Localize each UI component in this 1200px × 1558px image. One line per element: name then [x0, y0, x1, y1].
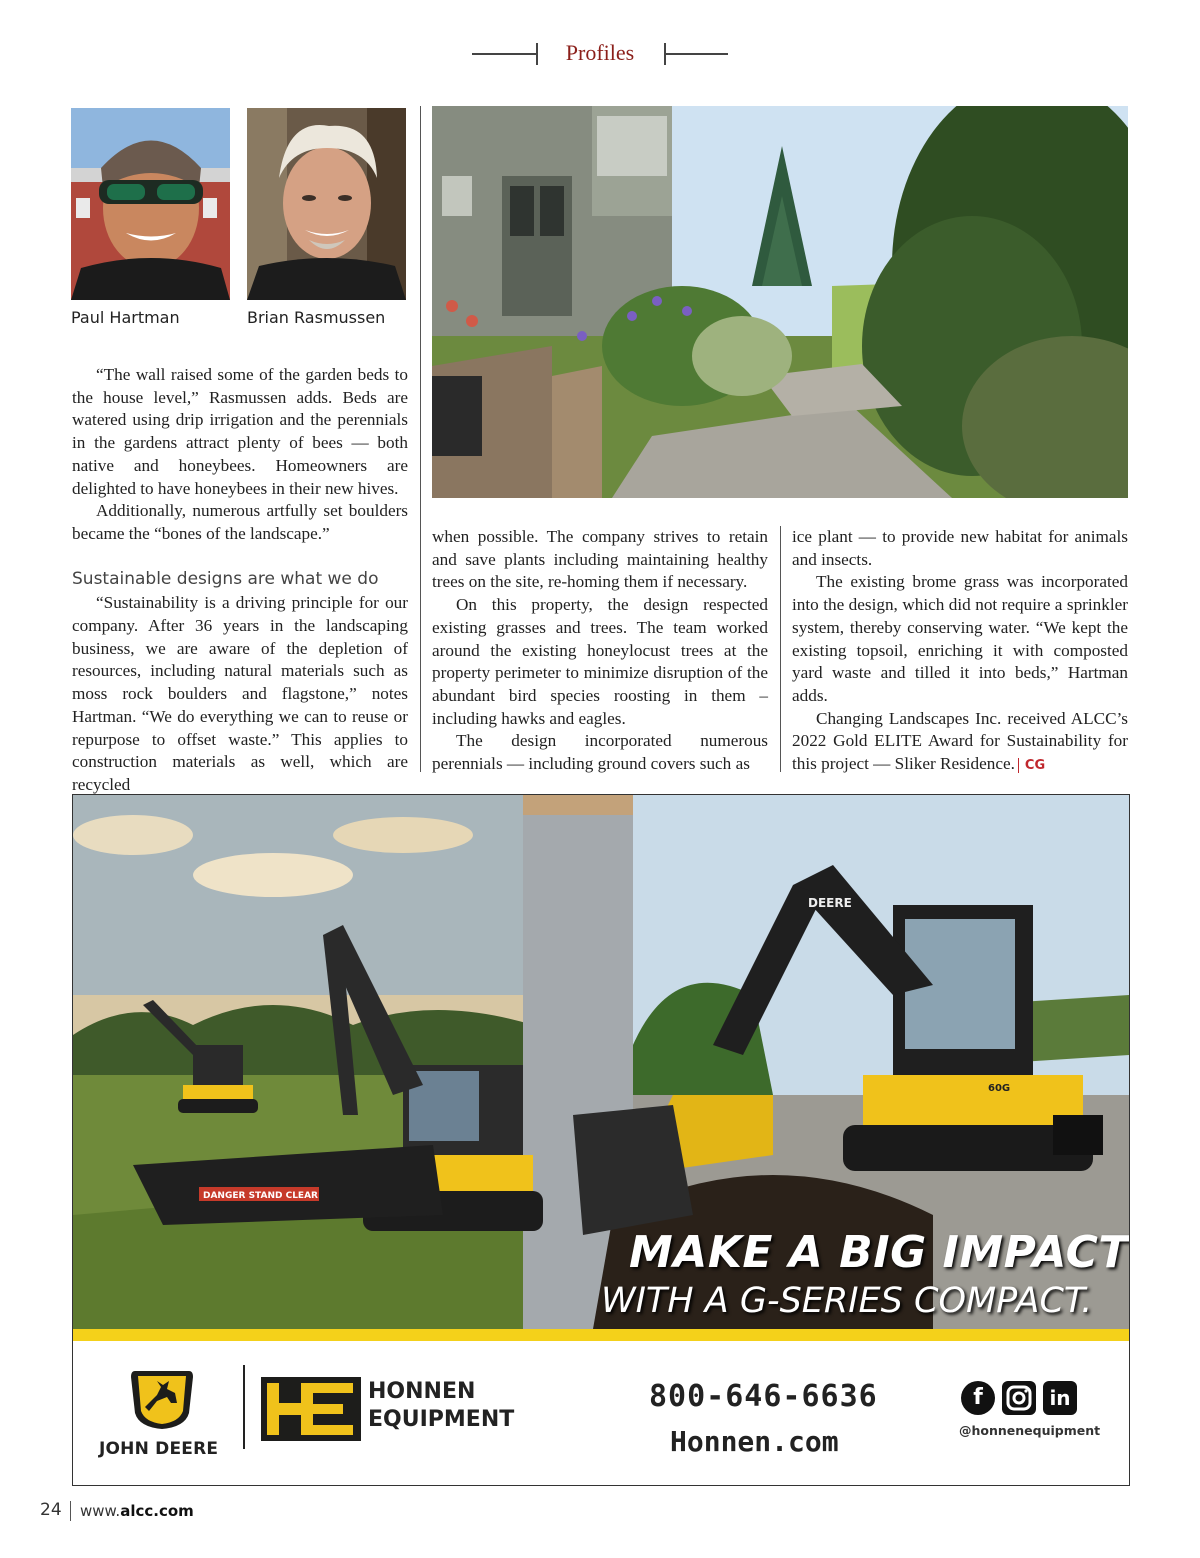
honnen-logo-icon	[261, 1377, 361, 1441]
garden-photo	[432, 106, 1128, 498]
section-title: Profiles	[565, 40, 635, 65]
facebook-icon[interactable]: f	[961, 1381, 995, 1415]
social-handle[interactable]: @honnenequipment	[959, 1423, 1101, 1438]
column-divider-2	[780, 526, 781, 772]
footer-separator	[70, 1501, 71, 1521]
page-number: 24	[40, 1500, 62, 1520]
portrait-paul-hartman	[71, 108, 230, 300]
caption-brian-rasmussen: Brian Rasmussen	[247, 308, 386, 327]
article-subheading: Sustainable designs are what we do	[72, 568, 379, 589]
column-divider-1	[420, 106, 421, 772]
footer-site-domain: alcc.com	[120, 1502, 194, 1520]
honnen-wordmark-line-2: EQUIPMENT	[368, 1407, 515, 1432]
header-rule-right	[664, 53, 728, 55]
honnen-wordmark-line-1: HONNEN	[368, 1379, 476, 1404]
article-paragraph: “Sustainability is a driving principle for our company. After 36 years in the landscaping business, we are aware of the depletion of resources, including natural materials such as moss rock boulders and flagstone,” notes Hartman. “We do everything we can to reuse or repurpose to offset waste.” This applies to construction materials as well, which are recycled	[72, 593, 408, 794]
ad-website-link[interactable]: Honnen.com	[670, 1425, 839, 1458]
instagram-icon[interactable]	[1002, 1381, 1036, 1415]
article-paragraph: when possible. The company strives to retain and save plants including maintaining healthy trees on the site, re-homing them if necessary.	[432, 527, 768, 592]
article-paragraph: The design incorporated numerous perennials — including ground covers such as	[432, 731, 768, 774]
article-paragraph: “The wall raised some of the garden beds to the house level,” Rasmussen adds. Beds are watered using drip irrigation and the perennials in the gardens attract plenty of bees — both native and honeybees. Homeowners are delighted to have honeybees in their new hives.	[72, 365, 408, 498]
article-column-1	[72, 364, 408, 797]
header-rule-left	[472, 53, 536, 55]
ad-yellow-band	[73, 1329, 1129, 1341]
article-paragraph: The existing brome grass was incorporated into the design, which did not require a sprinkler system, thereby conserving water. “We kept the existing topsoil, enriching it with composted yard waste and tilled it into beds,” Hartman adds.	[792, 572, 1128, 705]
footer-website-link[interactable]	[80, 1502, 194, 1520]
john-deere-wordmark: JOHN DEERE	[99, 1439, 219, 1459]
article-final-sentence: Changing Landscapes Inc. received ALCC’s 2022 Gold ELITE Award for Sustainability for this project — Sliker Residence.	[792, 708, 1128, 774]
john-deere-logo-icon	[127, 1367, 197, 1431]
deere-label: DEERE	[808, 896, 852, 910]
article-column-2	[432, 526, 768, 776]
ad-headline: MAKE A BIG IMPACT	[629, 1227, 1129, 1278]
article-paragraph	[792, 708, 1128, 778]
article-column-3	[792, 526, 1128, 778]
footer-site-prefix: www.	[80, 1502, 121, 1520]
end-mark: CG	[1018, 758, 1045, 773]
ad-footer	[73, 1341, 1129, 1485]
model-label: 60G	[988, 1083, 1011, 1094]
article-paragraph: Additionally, numerous artfully set boulders became the “bones of the landscape.”	[72, 501, 408, 543]
caption-paul-hartman: Paul Hartman	[71, 308, 180, 327]
portrait-brian-rasmussen	[247, 108, 406, 300]
advertisement[interactable]	[72, 794, 1130, 1486]
ad-phone-number[interactable]: 800-646-6636	[649, 1379, 878, 1414]
linkedin-icon[interactable]: in	[1043, 1381, 1077, 1415]
header-tick-left	[536, 43, 538, 65]
article-paragraph: ice plant — to provide new habitat for animals and insects.	[792, 527, 1128, 569]
ad-subheadline: WITH A G-SERIES COMPACT.	[601, 1281, 1093, 1321]
logo-divider	[243, 1365, 245, 1449]
danger-label: DANGER STAND CLEAR	[203, 1191, 318, 1201]
article-paragraph: On this property, the design respected existing grasses and trees. The team worked around the existing honeylocust trees at the property perimeter to minimize disruption of the abundant bird species roosting in them – including hawks and eagles.	[432, 595, 768, 728]
